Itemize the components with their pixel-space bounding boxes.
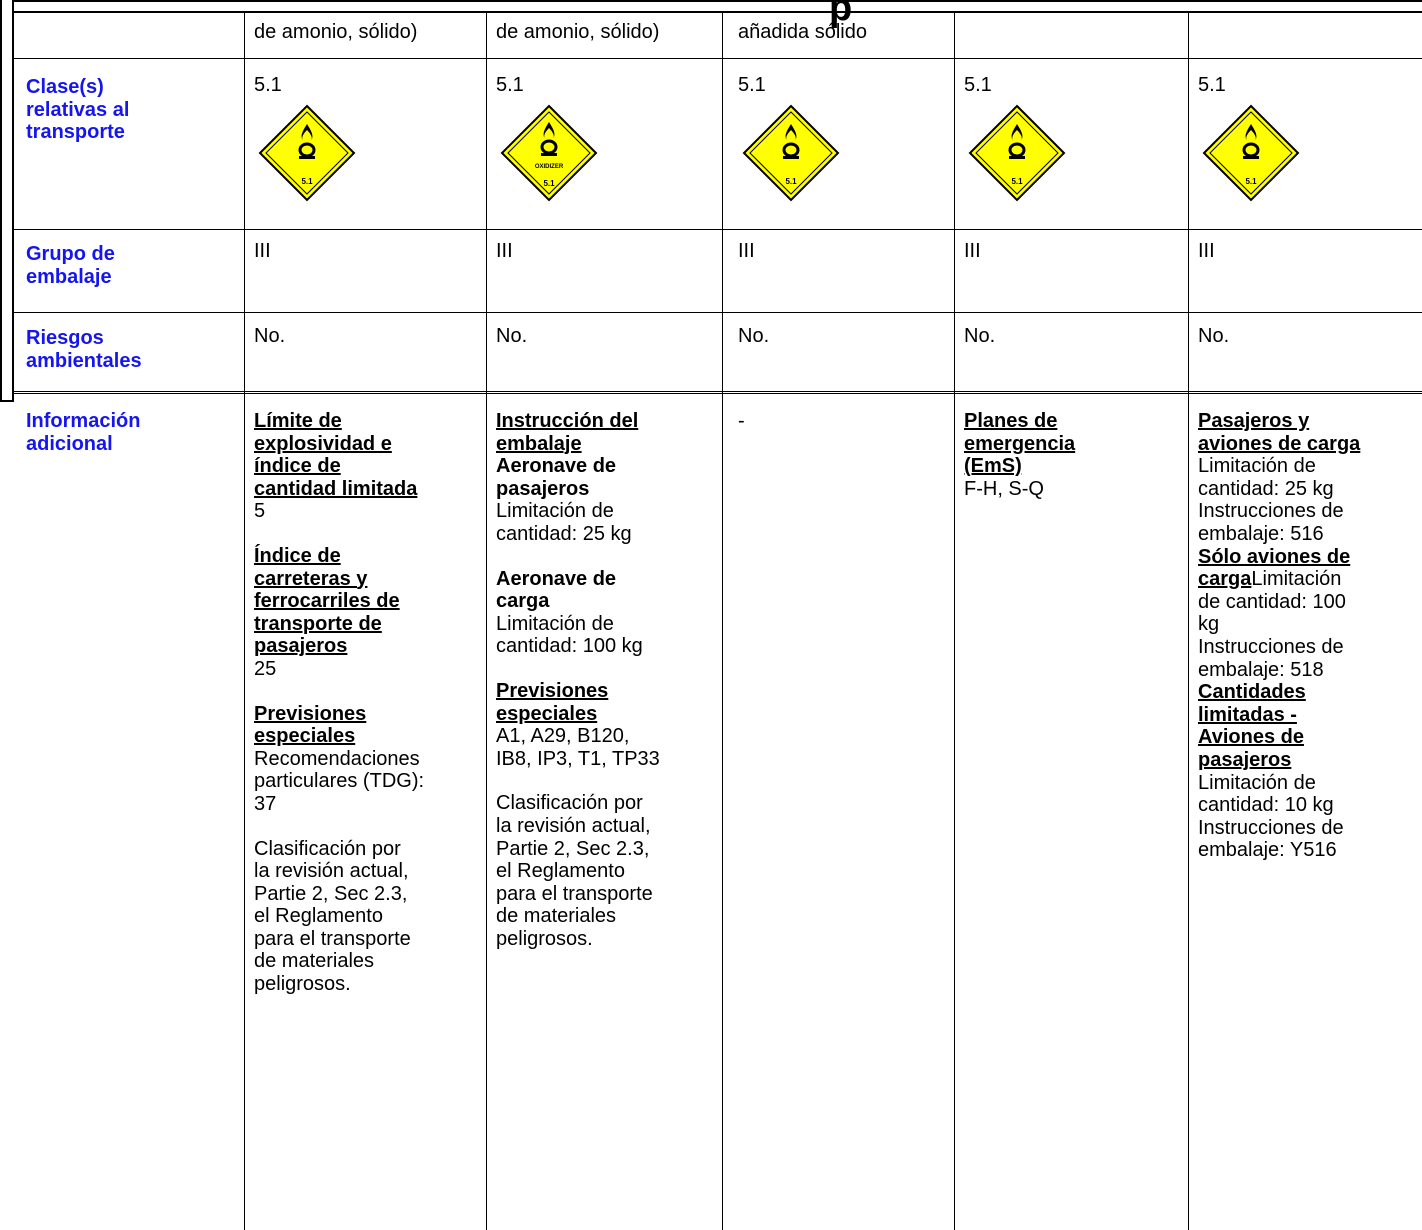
grid-row-1 <box>14 58 1422 59</box>
svg-text:5.1: 5.1 <box>1011 177 1023 186</box>
grid-col-5 <box>1188 13 1189 1230</box>
grupo-value-5: III <box>1198 240 1215 262</box>
svg-text:5.1: 5.1 <box>543 179 555 188</box>
clase-value-3: 5.1 <box>738 74 766 96</box>
grid-col-2 <box>486 13 487 1230</box>
oxidizer-placard-icon <box>1202 104 1300 202</box>
clase-value-2: 5.1 <box>496 74 524 96</box>
top-cell-1: de amonio, sólido) <box>254 21 418 43</box>
riesgos-value-2: No. <box>496 325 528 347</box>
info-col-4: Planes de emergencia (EmS) F-H, S-Q <box>964 410 1076 500</box>
grid-row-3 <box>14 312 1422 313</box>
oxidizer-placard-icon <box>500 104 598 202</box>
svg-text:5.1: 5.1 <box>301 177 313 186</box>
oxidizer-placard-icon <box>968 104 1066 202</box>
oxidizer-placard-icon <box>258 104 356 202</box>
row-label-informacion: Información adicional <box>26 410 141 455</box>
frame-left-inner <box>12 0 14 402</box>
grid-row-4b <box>14 393 1422 394</box>
page-title-fragment: p <box>829 0 853 29</box>
info-col-5: Pasajeros y aviones de carga Limitación de cantidad: 25 kg Instrucciones de embalaje: 516 Sólo aviones de cargaLimitación de cantidad: 100 kg Instrucciones de embalaje: 518 Cantidades limitadas - Aviones de pasajeros Limitación de cantidad: 10 kg Instrucciones de embalaje: Y516 <box>1198 410 1361 862</box>
frame-top <box>14 0 1422 2</box>
row-label-clase: Clase(s) relativas al transporte <box>26 76 130 144</box>
frame-left-outer <box>0 0 2 402</box>
grid-col-3 <box>722 13 723 1230</box>
info-col-2: Instrucción del embalaje Aeronave de pasajeros Limitación de cantidad: 25 kg Aeronave de carga Limitación de cantidad: 100 kg Previsiones especiales A1, A29, B120, IB8, IP3, T1, TP33 Clasificación por la revisión actual, Partie 2, Sec 2.3, el Reglamento para el transporte de materiales peligrosos. <box>496 410 660 950</box>
grupo-value-4: III <box>964 240 981 262</box>
clase-value-5: 5.1 <box>1198 74 1226 96</box>
riesgos-value-1: No. <box>254 325 286 347</box>
grid-row-4 <box>14 391 1422 392</box>
info-col-1: Límite de explosividad e índice de cantidad limitada 5 Índice de carreteras y ferrocarriles de transporte de pasajeros 25 Previsiones especiales Recomendaciones particulares (TDG): 37 Clasificación por la revisión actual, Partie 2, Sec 2.3, el Reglamento para el transporte de materiales peligrosos. <box>254 410 425 996</box>
frame-top-inner <box>14 11 1422 13</box>
svg-text:5.1: 5.1 <box>785 177 797 186</box>
svg-text:5.1: 5.1 <box>1245 177 1257 186</box>
top-cell-2: de amonio, sólido) <box>496 21 660 43</box>
grid-col-1 <box>244 13 245 1230</box>
grid-row-2 <box>14 229 1422 230</box>
grupo-value-2: III <box>496 240 513 262</box>
svg-text:OXIDIZER: OXIDIZER <box>534 164 564 170</box>
frame-bottom-outer <box>0 400 14 402</box>
grid-col-4 <box>954 13 955 1230</box>
info-col-3: - <box>738 410 745 432</box>
top-cell-3: añadida sólido <box>738 21 867 43</box>
grupo-value-1: III <box>254 240 271 262</box>
row-label-riesgos: Riesgos ambientales <box>26 327 142 372</box>
grupo-value-3: III <box>738 240 755 262</box>
row-label-grupo: Grupo de embalaje <box>26 243 115 288</box>
clase-value-4: 5.1 <box>964 74 992 96</box>
riesgos-value-5: No. <box>1198 325 1230 347</box>
clase-value-1: 5.1 <box>254 74 282 96</box>
riesgos-value-3: No. <box>738 325 770 347</box>
riesgos-value-4: No. <box>964 325 996 347</box>
oxidizer-placard-icon <box>742 104 840 202</box>
